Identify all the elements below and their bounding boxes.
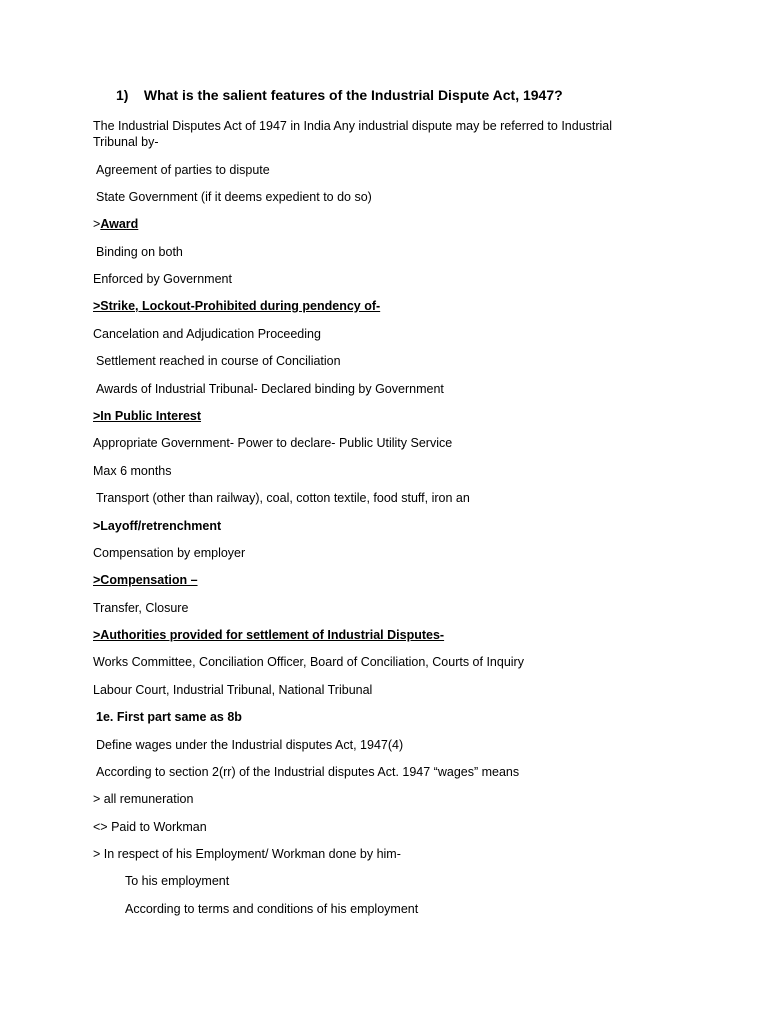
text-line: Awards of Industrial Tribunal- Declared binding by Government <box>96 382 444 396</box>
heading-label: Award <box>100 217 139 231</box>
text-line: State Government (if it deems expedient to do so) <box>96 190 372 204</box>
section-heading-compensation: >Compensation – <box>93 573 198 587</box>
text-line: > In respect of his Employment/ Workman done by him- <box>93 847 401 861</box>
heading-prefix: > <box>93 217 101 231</box>
text-line: According to section 2(rr) of the Industrial disputes Act. 1947 “wages” means <box>96 765 520 779</box>
text-line: Agreement of parties to dispute <box>96 163 270 177</box>
text-line: <> Paid to Workman <box>93 820 207 834</box>
text-line: Transfer, Closure <box>93 601 189 615</box>
heading-number: 1) <box>116 87 129 103</box>
subsection-heading: 1e. First part same as 8b <box>96 710 242 724</box>
text-line: > all remuneration <box>93 792 194 806</box>
section-heading-authorities: >Authorities provided for settlement of Industrial Disputes- <box>93 628 445 642</box>
text-line: Enforced by Government <box>93 272 232 286</box>
text-line: Binding on both <box>96 245 183 259</box>
text-line: To his employment <box>125 874 230 888</box>
intro-paragraph: The Industrial Disputes Act of 1947 in India Any industrial dispute may be referred to Industrial Tribunal by- <box>93 119 613 149</box>
text-line: Compensation by employer <box>93 546 246 560</box>
text-line: Works Committee, Conciliation Officer, Board of Conciliation, Courts of Inquiry <box>93 655 524 669</box>
section-heading-layoff: >Layoff/retrenchment <box>93 519 222 533</box>
text-line: Cancelation and Adjudication Proceeding <box>93 327 321 341</box>
question-heading <box>116 87 563 103</box>
text-line: Define wages under the Industrial disputes Act, 1947(4) <box>96 738 404 752</box>
text-line: Settlement reached in course of Conciliation <box>96 354 341 368</box>
text-line: Max 6 months <box>93 464 172 478</box>
text-line: Transport (other than railway), coal, cotton textile, food stuff, iron an <box>96 491 470 505</box>
section-heading-strike: >Strike, Lockout-Prohibited during pendency of- <box>93 299 381 313</box>
text-line: According to terms and conditions of his employment <box>125 902 419 916</box>
section-heading-award <box>93 216 653 232</box>
section-heading-public-interest: >In Public Interest <box>93 409 202 423</box>
heading-text: What is the salient features of the Industrial Dispute Act, 1947? <box>143 87 563 103</box>
text-line: Appropriate Government- Power to declare- Public Utility Service <box>93 436 453 450</box>
text-line: Labour Court, Industrial Tribunal, National Tribunal <box>93 683 373 697</box>
